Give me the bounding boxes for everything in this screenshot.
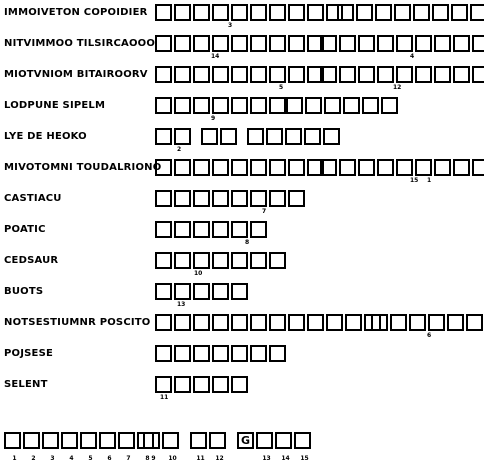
letter-box[interactable] [193,314,210,331]
letter-box[interactable] [413,4,430,21]
answer-word-group [155,66,326,83]
letter-index-number: 11 [160,394,169,401]
letter-box[interactable] [193,221,210,238]
clue-text: LYE DE HEOKO [4,131,87,142]
answer-word-group [371,314,484,331]
letter-box[interactable] [307,4,324,21]
answer-word-group [286,97,400,114]
answer-word-group [155,283,250,300]
answer-word-group [320,35,484,52]
letter-box[interactable] [339,159,356,176]
letter-box[interactable] [396,35,413,52]
answer-word-group [320,66,484,83]
letter-box[interactable] [231,376,248,393]
final-letter-box[interactable] [23,432,40,462]
letter-box[interactable] [201,128,218,145]
letter-index-number: 9 [211,115,216,122]
letter-box[interactable] [472,66,484,83]
letter-box[interactable] [250,66,267,83]
letter-index-number: 10 [194,270,203,277]
final-box-number: 2 [31,455,36,462]
letter-box[interactable] [155,376,172,393]
letter-box[interactable] [320,35,337,52]
letter-index-number: 15 [410,177,419,184]
final-box-number: 15 [300,455,309,462]
final-letter-box[interactable] [4,432,21,462]
letter-box[interactable] [155,283,172,300]
letter-box[interactable] [434,66,451,83]
letter-box[interactable] [247,128,264,145]
letter-box[interactable] [288,190,305,207]
letter-box[interactable] [390,314,407,331]
letter-index-number: 13 [177,301,186,308]
letter-box[interactable] [472,159,484,176]
letter-box[interactable] [453,66,470,83]
letter-box[interactable] [155,159,172,176]
letter-box[interactable] [320,66,337,83]
clue-text: BUOTS [4,286,44,297]
letter-box[interactable] [288,4,305,21]
answer-word-group [155,221,269,238]
answer-word-group [320,159,484,176]
letter-box[interactable] [269,345,286,362]
final-box-number: 4 [69,455,74,462]
letter-box[interactable] [269,159,286,176]
letter-box[interactable] [174,252,191,269]
letter-box[interactable] [193,66,210,83]
letter-box[interactable] [174,283,191,300]
clue-text: NOTSESTIUMNR POSCITO [4,317,151,328]
letter-box[interactable] [358,35,375,52]
final-letter-box[interactable] [162,432,179,462]
letter-box[interactable] [220,128,237,145]
final-letter-box[interactable] [99,432,116,462]
letter-box[interactable] [432,4,449,21]
final-box-number: 8 [145,455,150,462]
letter-box[interactable] [307,314,324,331]
letter-box[interactable] [339,35,356,52]
letter-box[interactable] [193,376,210,393]
letter-box[interactable] [231,4,248,21]
letter-box[interactable] [174,345,191,362]
letter-box[interactable] [174,35,191,52]
letter-box[interactable] [358,66,375,83]
clue-text: MIVOTOMNI TOUDALRIONO [4,162,162,173]
answer-word-group [155,35,326,52]
letter-box[interactable] [377,35,394,52]
letter-box[interactable] [174,314,191,331]
letter-box[interactable] [269,35,286,52]
letter-box[interactable] [193,159,210,176]
final-letter-box[interactable] [42,432,59,462]
letter-index-number: 1 [427,177,432,184]
letter-box[interactable] [286,97,303,114]
letter-box[interactable] [250,221,267,238]
letter-box[interactable] [305,97,322,114]
answer-word-group [155,376,250,393]
letter-box[interactable] [155,97,172,114]
final-letter-box[interactable] [118,432,135,462]
letter-box[interactable] [428,314,445,331]
letter-box[interactable] [193,345,210,362]
clue-text: NITVIMMOO TILSIRCAOOO [4,38,156,49]
letter-box[interactable] [266,128,283,145]
letter-box[interactable] [212,345,229,362]
letter-box[interactable] [193,35,210,52]
letter-box[interactable] [453,159,470,176]
final-letter-box[interactable] [80,432,97,462]
final-box-number: 11 [196,455,205,462]
final-word-group [190,432,228,462]
letter-box[interactable] [250,97,267,114]
letter-index-number: 2 [177,146,182,153]
final-box-number: 6 [107,455,112,462]
answer-word-group [155,159,326,176]
letter-box[interactable] [320,159,337,176]
letter-box[interactable] [362,97,379,114]
letter-box[interactable] [396,159,413,176]
letter-box[interactable] [434,159,451,176]
letter-box[interactable] [451,4,468,21]
letter-box[interactable] [409,314,426,331]
letter-box[interactable] [231,314,248,331]
letter-box[interactable] [447,314,464,331]
clue-text: MIOTVNIOM BITAIROORV [4,69,148,80]
letter-box[interactable] [343,97,360,114]
final-word-group [4,432,156,462]
final-box-number: 13 [262,455,271,462]
final-word-group [143,432,181,462]
clue-text: SELENT [4,379,48,390]
letter-box[interactable] [193,190,210,207]
clue-text: POATIC [4,224,46,235]
final-letter-box[interactable] [209,432,226,462]
letter-box[interactable] [339,66,356,83]
clue-text: POJSESE [4,348,54,359]
answer-word-group [247,128,342,145]
letter-box[interactable] [212,35,229,52]
letter-box[interactable] [155,314,172,331]
letter-box[interactable] [288,314,305,331]
final-word-group [237,432,313,462]
letter-box[interactable] [193,97,210,114]
letter-box[interactable] [193,4,210,21]
letter-box[interactable] [155,252,172,269]
letter-box[interactable] [231,221,248,238]
letter-box[interactable] [155,190,172,207]
answer-word-group [155,128,193,145]
letter-box[interactable] [394,4,411,21]
letter-box[interactable] [470,4,484,21]
letter-box[interactable] [250,190,267,207]
letter-box[interactable] [269,314,286,331]
letter-box[interactable] [250,35,267,52]
letter-box[interactable] [212,283,229,300]
letter-box[interactable] [250,252,267,269]
letter-index-number: 7 [262,208,267,215]
letter-index-number: 3 [228,22,233,29]
answer-word-group [155,314,383,331]
final-box-number: 12 [215,455,224,462]
letter-box[interactable] [231,159,248,176]
letter-box[interactable] [304,128,321,145]
final-box-number: 1 [12,455,17,462]
letter-box[interactable] [174,97,191,114]
letter-box[interactable] [381,97,398,114]
letter-box[interactable] [288,66,305,83]
letter-box[interactable] [324,97,341,114]
letter-box[interactable] [377,159,394,176]
letter-box[interactable] [231,66,248,83]
letter-box[interactable] [269,190,286,207]
final-letter-box[interactable] [237,432,254,449]
answer-word-group [155,252,288,269]
letter-box[interactable] [250,159,267,176]
letter-box[interactable] [174,376,191,393]
clue-text: CASTIACU [4,193,62,204]
letter-index-number: 8 [245,239,250,246]
letter-box[interactable] [193,283,210,300]
final-letter-box[interactable] [275,432,292,462]
letter-box[interactable] [358,159,375,176]
clue-text: CEDSAUR [4,255,59,266]
letter-box[interactable] [377,66,394,83]
final-box-number: 7 [126,455,131,462]
final-box-number: 10 [168,455,177,462]
letter-box[interactable] [231,345,248,362]
letter-box[interactable] [288,35,305,52]
letter-box[interactable] [231,252,248,269]
letter-box[interactable] [212,376,229,393]
letter-box[interactable] [231,190,248,207]
letter-box[interactable] [212,314,229,331]
letter-box[interactable] [323,128,340,145]
letter-box[interactable] [155,128,172,145]
letter-box[interactable] [250,345,267,362]
letter-index-number: 5 [279,84,284,91]
letter-index-number: 6 [427,332,432,339]
letter-box[interactable] [212,221,229,238]
letter-box[interactable] [155,66,172,83]
answer-word-group [155,190,307,207]
letter-box[interactable] [212,4,229,21]
final-box-number: 9 [151,455,156,462]
letter-box[interactable] [285,128,302,145]
letter-box[interactable] [212,159,229,176]
letter-box[interactable] [174,128,191,145]
final-box-number: 3 [50,455,55,462]
answer-word-group [201,128,239,145]
letter-box[interactable] [269,66,286,83]
letter-box[interactable] [231,35,248,52]
final-letter-box[interactable] [143,432,160,462]
letter-box[interactable] [174,159,191,176]
letter-box[interactable] [155,345,172,362]
letter-box[interactable] [193,252,210,269]
letter-index-number: 4 [410,53,415,60]
letter-box[interactable] [174,66,191,83]
letter-box[interactable] [231,283,248,300]
letter-box[interactable] [174,190,191,207]
letter-box[interactable] [212,252,229,269]
letter-box[interactable] [337,4,354,21]
given-letter: G [240,434,251,447]
letter-box[interactable] [375,4,392,21]
letter-box[interactable] [212,66,229,83]
letter-box[interactable] [212,97,229,114]
letter-box[interactable] [155,35,172,52]
letter-box[interactable] [212,190,229,207]
final-letter-box[interactable] [256,432,273,462]
letter-box[interactable] [356,4,373,21]
letter-box[interactable] [250,314,267,331]
final-letter-box[interactable] [61,432,78,462]
letter-box[interactable] [231,97,248,114]
letter-box[interactable] [174,221,191,238]
letter-index-number: 12 [393,84,402,91]
letter-box[interactable] [472,35,484,52]
answer-word-group [155,97,288,114]
letter-box[interactable] [155,221,172,238]
answer-word-group [155,4,345,21]
letter-box[interactable] [155,4,172,21]
letter-box[interactable] [434,35,451,52]
letter-box[interactable] [269,252,286,269]
letter-box[interactable] [326,314,343,331]
letter-box[interactable] [174,4,191,21]
final-box-number: 14 [281,455,290,462]
final-letter-box[interactable] [190,432,207,462]
letter-box[interactable] [415,66,432,83]
letter-box[interactable] [415,35,432,52]
answer-word-group [337,4,484,21]
letter-index-number: 14 [211,53,220,60]
clue-text: IMMOIVETON COPOIDIER [4,7,148,18]
letter-box[interactable] [269,4,286,21]
final-box-number: 5 [88,455,93,462]
letter-box[interactable] [269,97,286,114]
letter-box[interactable] [345,314,362,331]
answer-word-group [155,345,288,362]
letter-box[interactable] [371,314,388,331]
letter-box[interactable] [250,4,267,21]
letter-box[interactable] [396,66,413,83]
clue-text: LODPUNE SIPELM [4,100,106,111]
letter-box[interactable] [466,314,483,331]
final-letter-box[interactable] [294,432,311,462]
letter-box[interactable] [415,159,432,176]
letter-box[interactable] [288,159,305,176]
letter-box[interactable] [453,35,470,52]
